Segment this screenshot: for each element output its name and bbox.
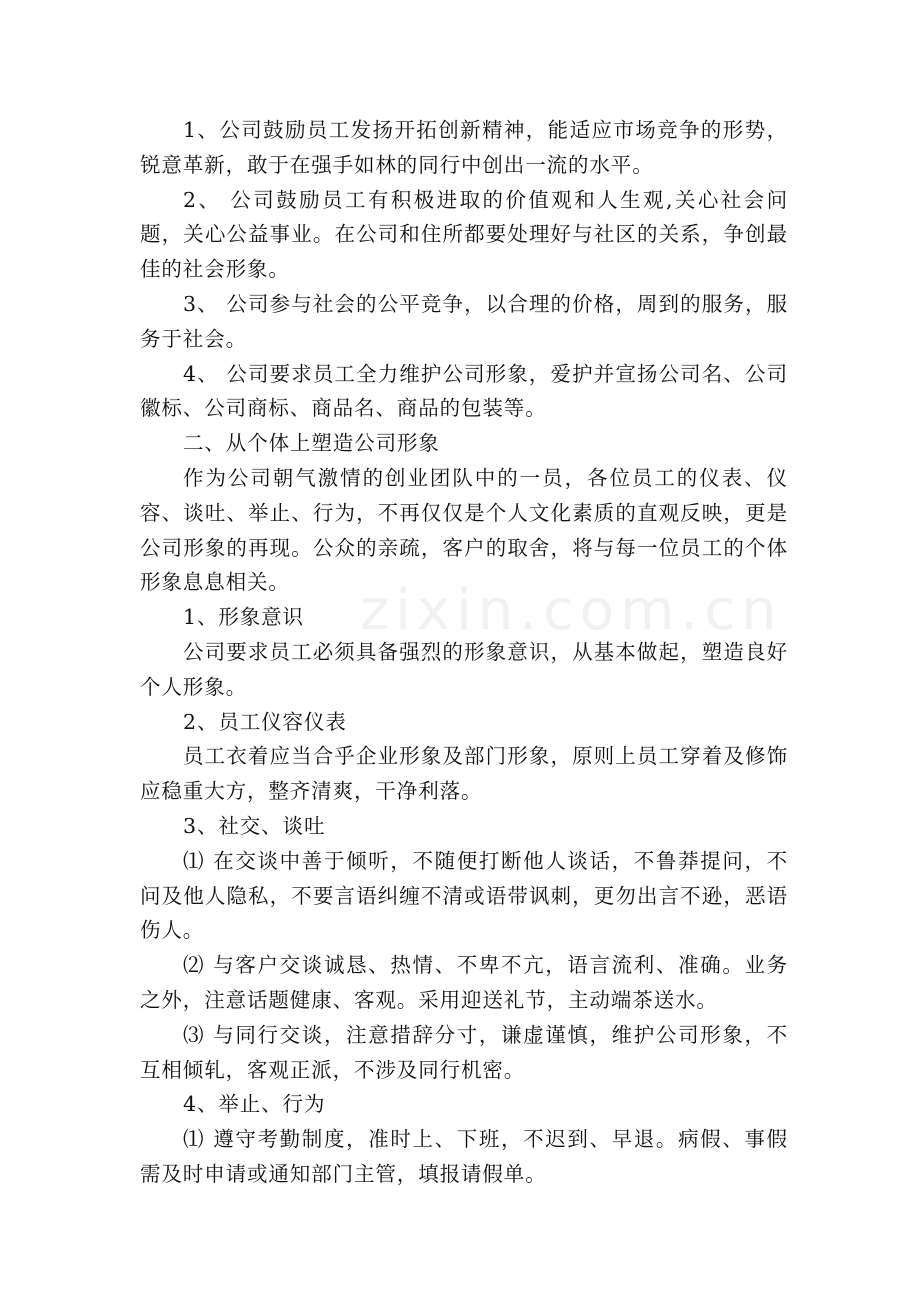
section-heading: 二、从个体上塑造公司形象 [183, 431, 440, 456]
subheading-social: 3、社交、谈吐 [183, 813, 326, 838]
paragraph-social-3: ⑶ 与同行交谈，注意措辞分寸，谦虚谨慎，维护公司形象，不互相倾轧，客观正派，不涉及同行机密。 [140, 1022, 788, 1082]
paragraph-intro: 作为公司朝气激情的创业团队中的一员，各位员工的仪表、仪容、谈吐、举止、行为，不再仅仅是个人文化素质的直观反映，更是公司形象的再现。公众的亲疏，客户的取舍，将与每一位员工的个体形象息息相关。 [140, 465, 788, 595]
paragraph-behavior-1: ⑴ 遵守考勤制度，准时上、下班，不迟到、早退。病假、事假需及时申请或通知部门主管，填报请假单。 [140, 1127, 788, 1186]
paragraph-image-awareness: 公司要求员工必须具备强烈的形象意识，从基本做起，塑造良好个人形象。 [140, 639, 788, 699]
subheading-image-awareness: 1、形象意识 [183, 605, 304, 630]
paragraph-appearance: 员工衣着应当合乎企业形象及部门形象，原则上员工穿着及修饰应稳重大方，整齐清爽，干净利落。 [140, 744, 788, 804]
paragraph-1: 1、公司鼓励员工发扬开拓创新精神，能适应市场竞争的形势，锐意革新，敢于在强手如林的同行中创出一流的水平。 [140, 118, 788, 177]
watermark: zixin.com.cn [360, 578, 783, 643]
paragraph-3: 3、 公司参与社会的公平竞争，以合理的价格，周到的服务，服务于社会。 [140, 291, 788, 351]
document-body [140, 113, 788, 1192]
paragraph-social-1: ⑴ 在交谈中善于倾听，不随便打断他人谈话，不鲁莽提问，不问及他人隐私，不要言语纠缠不清或语带讽刺，更勿出言不逊，恶语伤人。 [140, 848, 788, 943]
paragraph-social-2: ⑵ 与客户交谈诚恳、热情、不卑不亢，语言流利、准确。业务之外，注意话题健康、客观。采用迎送礼节，主动端茶送水。 [140, 953, 788, 1012]
subheading-behavior: 4、举止、行为 [183, 1092, 326, 1117]
subheading-appearance: 2、员工仪容仪表 [183, 709, 347, 734]
paragraph-2: 2、 公司鼓励员工有积极进取的价值观和人生观,关心社会问题，关心公益事业。在公司和住所都要处理好与社区的关系，争创最佳的社会形象。 [140, 187, 788, 282]
paragraph-4: 4、 公司要求员工全力维护公司形象，爱护并宣扬公司名、公司徽标、公司商标、商品名、商品的包装等。 [140, 361, 788, 421]
